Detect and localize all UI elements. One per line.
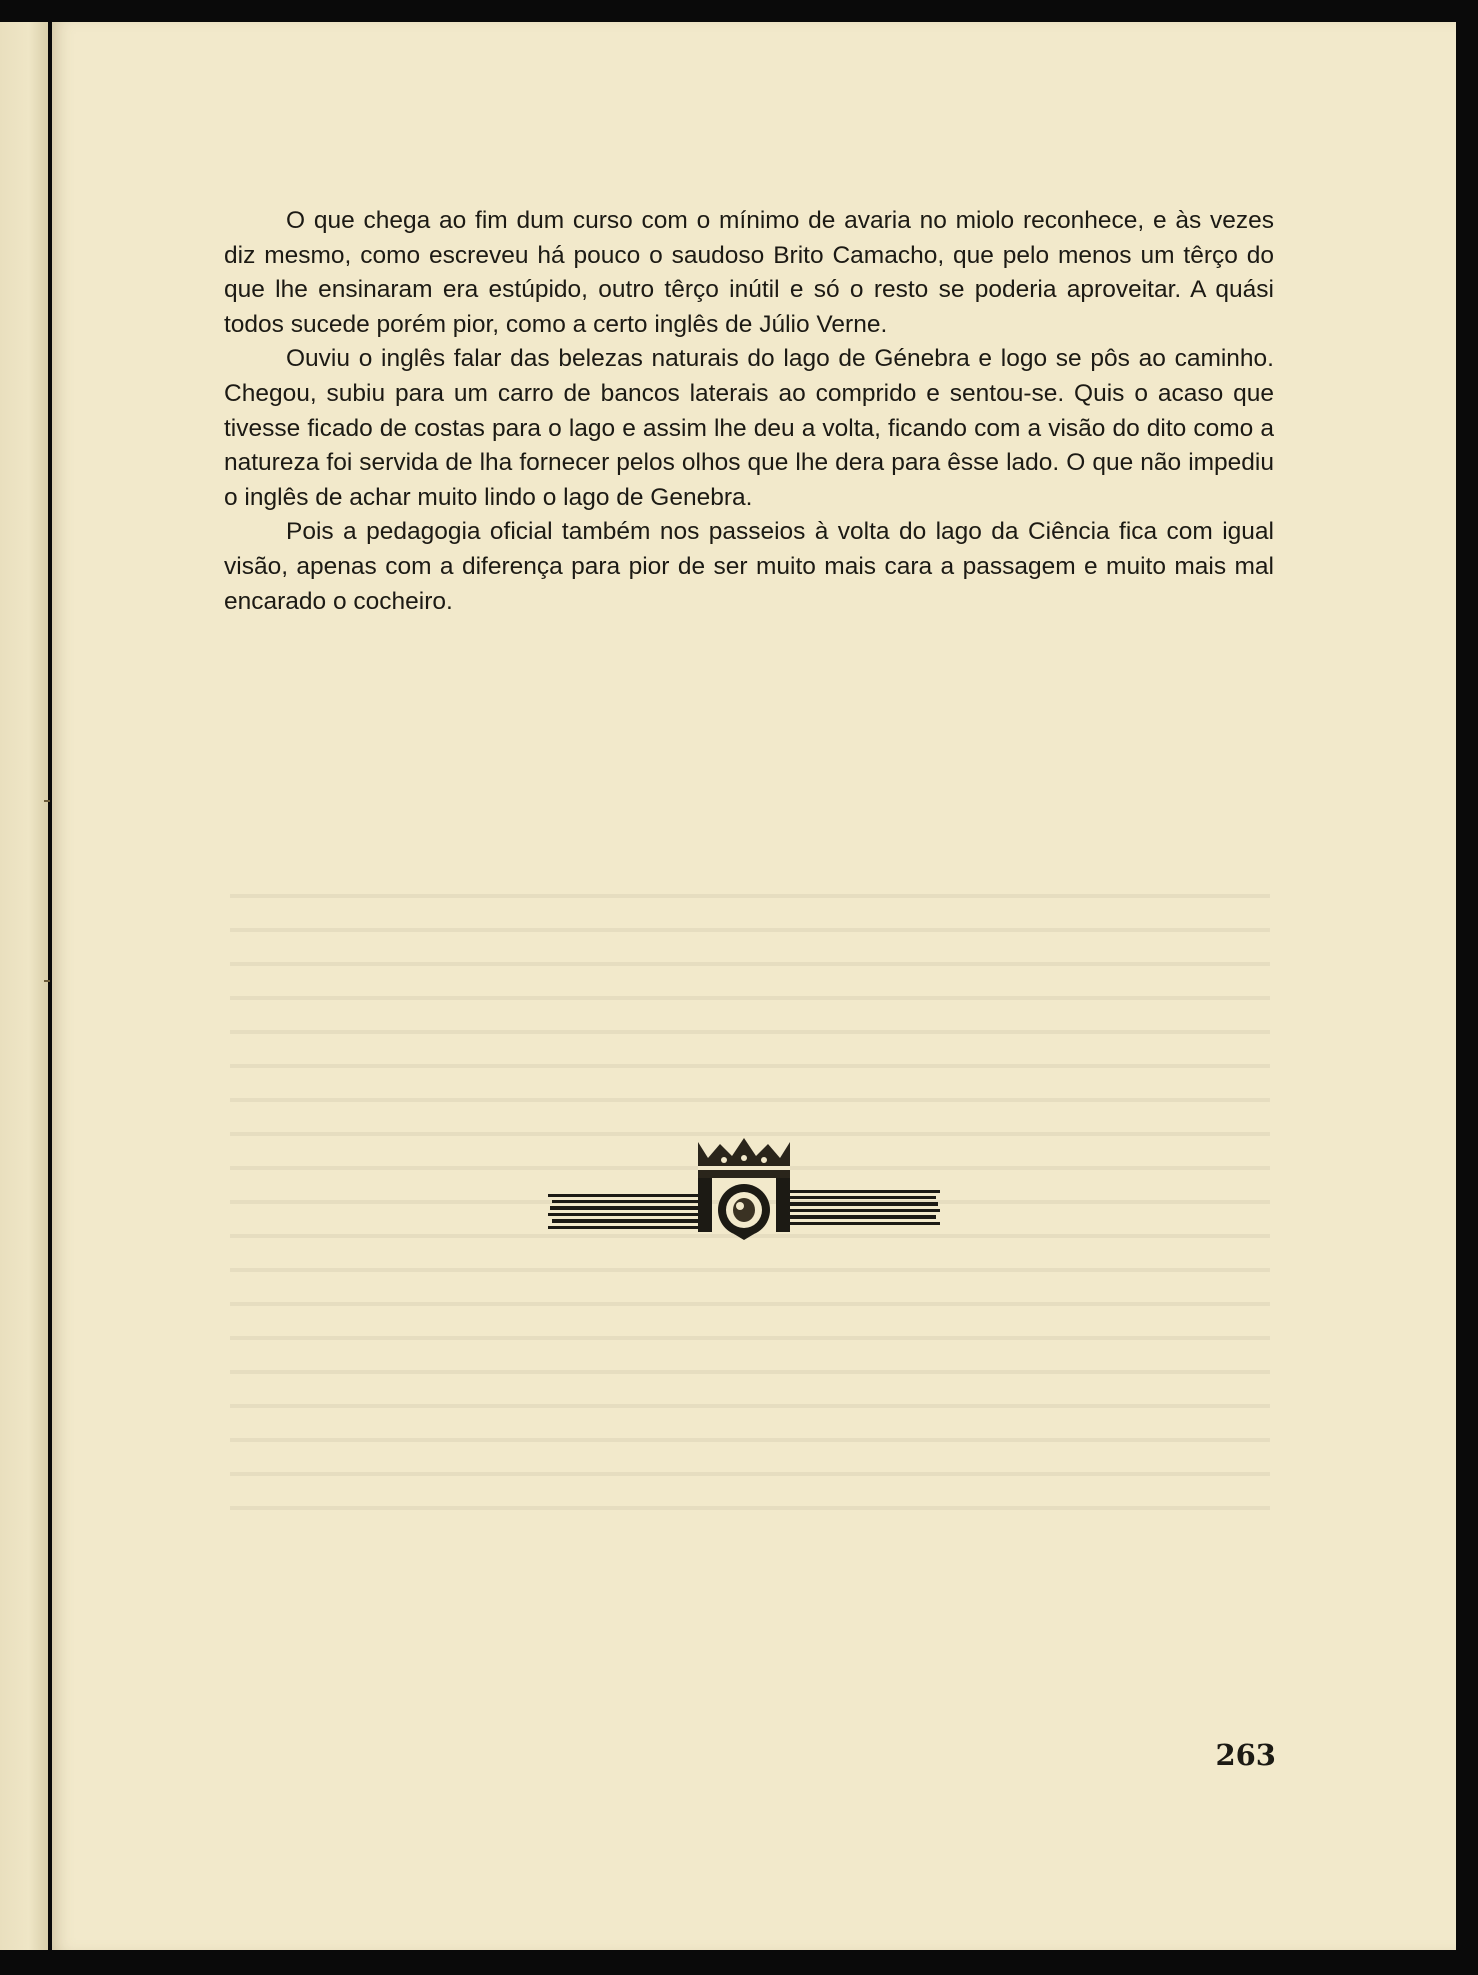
facing-page-edge: [0, 22, 48, 1950]
page-edge-mark: [44, 800, 50, 802]
paragraph-2: Ouviu o inglês falar das belezas naturais do lago de Génebra e logo se pôs ao caminho. Chegou, subiu para um carro de bancos laterais ao comprido e sentou-se. Quis o acaso que tivesse ficado de costas para o lago e assim lhe deu a volta, ficando com a visão do dito como a natureza foi servida de lha fornecer pelos olhos que lhe dera para êsse lado. O que não impediu o inglês de achar muito lindo o lago de Genebra.: [224, 345, 1274, 511]
paragraph-1: O que chega ao fim dum curso com o mínimo de avaria no miolo reconhece, e às vezes diz mesmo, como escreveu há pouco o saudoso Brito Camacho, que pelo menos um têrço do que lhe ensinaram era estúpido, outro têrço inútil e só o resto se poderia aproveitar. A quási todos sucede porém pior, como a certo inglês de Júlio Verne.: [224, 207, 1274, 338]
body-text: [224, 204, 1274, 619]
paragraph-3: Pois a pedagogia oficial também nos passeios à volta do lago da Ciência fica com igual visão, apenas com a diferença para pior de ser muito mais cara a passagem e muito mais mal encarado o cocheiro.: [224, 518, 1274, 615]
page-number: 263: [1215, 1738, 1276, 1772]
page-edge-mark: [44, 980, 50, 982]
crown-shield-tailpiece-icon: [548, 1138, 940, 1240]
